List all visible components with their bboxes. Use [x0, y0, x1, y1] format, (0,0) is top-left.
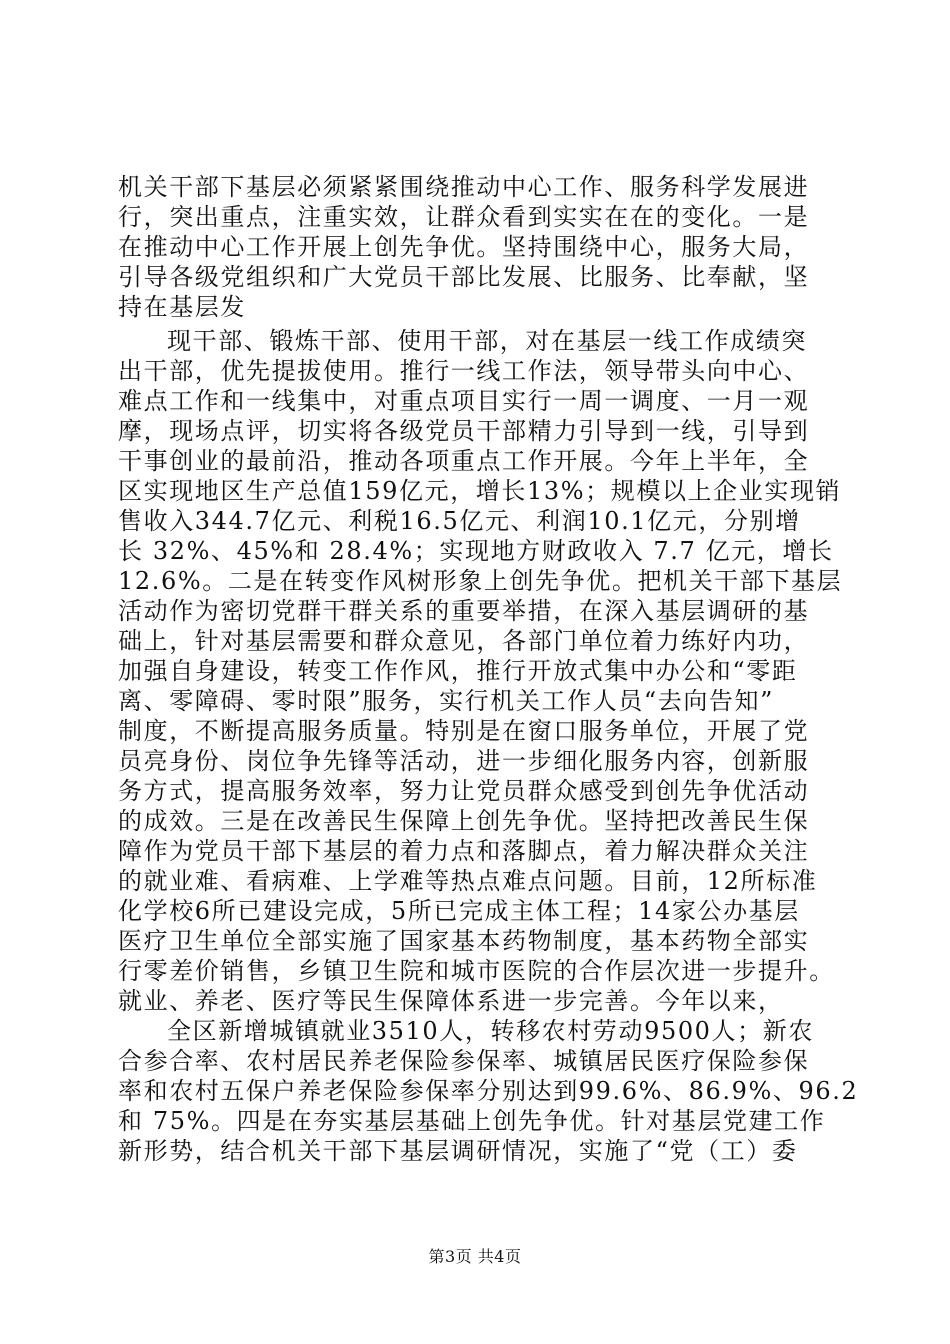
text-line: 售收入344.7亿元、利税16.5亿元、利润10.1亿元，分别增 [118, 507, 801, 535]
text-line: 区实现地区生产总值159亿元，增长13%；规模以上企业实现销 [118, 477, 842, 505]
text-line: 12.6%。二是在转变作风树形象上创先争优。把机关干部下基层 [118, 567, 843, 595]
text-line: 础上，针对基层需要和群众意见，各部门单位着力练好内功， [118, 627, 810, 655]
text-line: 难点工作和一线集中，对重点项目实行一周一调度、一月一观 [118, 387, 810, 415]
text-line: 合参合率、农村居民养老保险参保率、城镇居民医疗保险参保 [118, 1047, 810, 1075]
text-line: 行，突出重点，注重实效，让群众看到实实在在的变化。一是 [118, 203, 810, 231]
text-line: 和 75%。四是在夯实基层基础上创先争优。针对基层党建工作 [118, 1107, 826, 1135]
text-line: 离、零障碍、零时限”服务，实行机关工作人员“去向告知” [118, 687, 775, 715]
text-line: 医疗卫生单位全部实施了国家基本药物制度，基本药物全部实 [118, 927, 810, 955]
text-line: 摩，现场点评，切实将各级党员干部精力引导到一线，引导到 [118, 417, 810, 445]
text-line: 全区新增城镇就业3510人，转移农村劳动9500人；新农 [167, 1017, 814, 1045]
text-line: 率和农村五保户养老保险参保率分别达到99.6%、86.9%、96.2 [118, 1077, 859, 1105]
text-line: 新形势，结合机关干部下基层调研情况，实施了“党（工）委 [118, 1137, 798, 1165]
text-line: 就业、养老、医疗等民生保障体系进一步完善。今年以来， [118, 987, 784, 1015]
text-line: 引导各级党组织和广大党员干部比发展、比服务、比奉献，坚 [118, 263, 810, 291]
text-line: 干事创业的最前沿，推动各项重点工作开展。今年上半年，全 [118, 447, 810, 475]
text-line: 制度，不断提高服务质量。特别是在窗口服务单位，开展了党 [118, 717, 810, 745]
text-line: 在推动中心工作开展上创先争优。坚持围绕中心，服务大局， [118, 233, 810, 261]
text-line: 的就业难、看病难、上学难等热点难点问题。目前，12所标准 [118, 867, 818, 895]
text-line: 出干部，优先提拔使用。推行一线工作法，领导带头向中心、 [118, 357, 810, 385]
text-line: 的成效。三是在改善民生保障上创先争优。坚持把改善民生保 [118, 807, 810, 835]
text-line: 长 32%、45%和 28.4%；实现地方财政收入 7.7 亿元，增长 [118, 537, 834, 565]
text-line: 务方式，提高服务效率，努力让党员群众感受到创先争优活动 [118, 777, 810, 805]
text-line: 员亮身份、岗位争先锋等活动，进一步细化服务内容，创新服 [118, 747, 810, 775]
page-footer: 第3页 共4页 [428, 1247, 522, 1266]
text-line: 加强自身建设，转变工作作风，推行开放式集中办公和“零距 [118, 657, 798, 685]
text-line: 化学校6所已建设完成，5所已完成主体工程；14家公办基层 [118, 897, 800, 925]
text-line: 机关干部下基层必须紧紧围绕推动中心工作、服务科学发展进 [118, 173, 810, 201]
text-line: 障作为党员干部下基层的着力点和落脚点，着力解决群众关注 [118, 837, 810, 865]
text-line: 持在基层发 [118, 293, 246, 321]
text-line: 活动作为密切党群干群关系的重要举措，在深入基层调研的基 [118, 597, 810, 625]
text-line: 现干部、锻炼干部、使用干部，对在基层一线工作成绩突 [167, 327, 807, 355]
text-line: 行零差价销售，乡镇卫生院和城市医院的合作层次进一步提升。 [118, 957, 835, 985]
